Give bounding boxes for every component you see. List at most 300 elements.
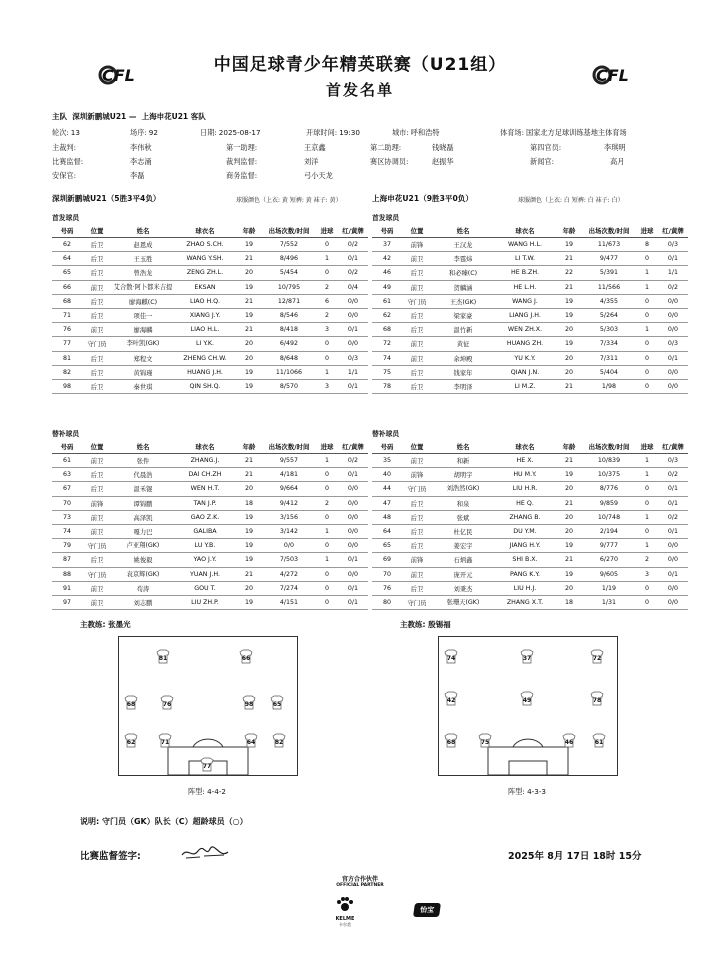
player-jersey — [201, 758, 213, 771]
col-name: 苟涛 — [112, 581, 174, 595]
col-apps: 9/859 — [582, 496, 636, 510]
col-apps: 9/557 — [262, 454, 316, 468]
col-apps: 10/795 — [262, 280, 316, 294]
col-apps: 8/776 — [582, 482, 636, 496]
col-cards: 0/1 — [338, 581, 368, 595]
player-row — [372, 595, 688, 609]
col-age: 20 — [556, 365, 582, 379]
col-position: 前锋 — [82, 496, 112, 510]
col-name: 庞开元 — [432, 567, 494, 581]
col-number: 68 — [372, 323, 402, 337]
col-name: 余坤殿 — [432, 351, 494, 365]
col-shirt-name: GAO Z.K. — [174, 510, 236, 524]
header-col-age: 年龄 — [556, 224, 582, 238]
col-goals: 3 — [636, 567, 658, 581]
col-cards: 0/0 — [658, 539, 688, 553]
player-jersey — [591, 650, 603, 663]
col-goals: 3 — [316, 379, 338, 393]
col-age: 19 — [236, 595, 262, 609]
svg-text:CFL: CFL — [102, 66, 135, 85]
col-apps: 0/0 — [262, 539, 316, 553]
jersey-number: 77 — [202, 763, 212, 770]
player-row — [52, 524, 368, 538]
col-shirt-name: ZENG ZH.L. — [174, 266, 236, 280]
partner-subtitle: OFFICIAL PARTNER — [336, 883, 384, 888]
col-age: 20 — [556, 351, 582, 365]
col-goals: 2 — [636, 553, 658, 567]
col-age: 19 — [556, 567, 582, 581]
player-jersey — [243, 696, 255, 709]
away-starters-label: 首发球员 — [372, 214, 400, 222]
col-cards: 0/0 — [338, 567, 368, 581]
away-coach: 主教练: 殷锡福 — [400, 620, 451, 629]
col-shirt-name: HE Q. — [494, 496, 556, 510]
col-number: 82 — [52, 365, 82, 379]
home-formation-label: 阵型: 4-4-2 — [188, 787, 226, 796]
header-col-number: 号码 — [372, 440, 402, 454]
col-cards: 0/0 — [658, 595, 688, 609]
col-position: 前卫 — [402, 337, 432, 351]
col-position: 前卫 — [402, 252, 432, 266]
col-shirt-name: YU K.Y. — [494, 351, 556, 365]
col-goals: 0 — [316, 238, 338, 252]
jersey-number: 37 — [522, 655, 532, 662]
player-row — [372, 337, 688, 351]
header-col-apps: 出场次数/时间 — [262, 440, 316, 454]
col-apps: 2/194 — [582, 524, 636, 538]
col-name: 钱家年 — [432, 365, 494, 379]
col-number: 88 — [52, 567, 82, 581]
col-name: 廖海麒(C) — [112, 294, 174, 308]
col-goals: 0 — [316, 567, 338, 581]
col-shirt-name: LI Y.K. — [174, 337, 236, 351]
col-number: 67 — [52, 482, 82, 496]
col-cards: 0/0 — [338, 496, 368, 510]
col-name: 杜亿民 — [432, 524, 494, 538]
col-age: 20 — [236, 337, 262, 351]
col-position: 后卫 — [402, 510, 432, 524]
player-row — [372, 308, 688, 322]
col-name: 代晨浩 — [112, 468, 174, 482]
col-cards: 0/2 — [658, 510, 688, 524]
col-cards: 0/3 — [658, 454, 688, 468]
col-shirt-name: HE X. — [494, 454, 556, 468]
col-number: 64 — [52, 252, 82, 266]
col-number: 80 — [372, 595, 402, 609]
col-shirt-name: HU M.Y. — [494, 468, 556, 482]
away-formation-pitch — [438, 636, 618, 776]
player-jersey — [161, 696, 173, 709]
col-shirt-name: QIN SH.Q. — [174, 379, 236, 393]
page-title: 中国足球青少年精英联赛（U21组） — [213, 55, 507, 75]
player-row — [52, 539, 368, 553]
player-row — [372, 539, 688, 553]
col-cards: 0/3 — [658, 337, 688, 351]
col-cards: 0/1 — [658, 482, 688, 496]
partner-title: 官方合作伙伴 — [341, 876, 378, 883]
col-number: 76 — [52, 323, 82, 337]
player-row — [372, 567, 688, 581]
col-shirt-name: HE L.H. — [494, 280, 556, 294]
col-goals: 1 — [636, 323, 658, 337]
col-age: 19 — [556, 337, 582, 351]
col-shirt-name: GOU T. — [174, 581, 236, 595]
col-goals: 0 — [636, 496, 658, 510]
header-col-number: 号码 — [52, 440, 82, 454]
col-goals: 2 — [316, 496, 338, 510]
col-shirt-name: DAI CH.ZH — [174, 468, 236, 482]
player-jersey — [445, 650, 457, 663]
col-age: 18 — [556, 595, 582, 609]
player-row — [52, 379, 368, 393]
col-age: 21 — [556, 454, 582, 468]
col-shirt-name: WANG Y.SH. — [174, 252, 236, 266]
col-position: 后卫 — [82, 294, 112, 308]
col-cards: 0/0 — [338, 524, 368, 538]
col-cards: 0/0 — [338, 510, 368, 524]
player-row — [372, 482, 688, 496]
col-number: 74 — [52, 524, 82, 538]
col-age: 19 — [236, 379, 262, 393]
col-goals: 1 — [636, 280, 658, 294]
col-shirt-name: LIU H.J. — [494, 581, 556, 595]
col-apps: 8/570 — [262, 379, 316, 393]
col-position: 后卫 — [402, 266, 432, 280]
col-cards: 0/0 — [658, 581, 688, 595]
player-row — [52, 482, 368, 496]
col-age: 20 — [556, 524, 582, 538]
player-jersey — [159, 734, 171, 747]
col-cards: 0/1 — [658, 351, 688, 365]
col-position: 前锋 — [402, 238, 432, 252]
player-row — [52, 280, 368, 294]
player-row — [372, 365, 688, 379]
player-row — [372, 351, 688, 365]
home-formation-pitch — [118, 636, 298, 776]
col-number: 42 — [372, 252, 402, 266]
col-name: 赵恩成 — [112, 238, 174, 252]
player-row — [372, 252, 688, 266]
col-name: 张斌 — [432, 510, 494, 524]
col-position: 前卫 — [402, 454, 432, 468]
col-goals: 0 — [636, 294, 658, 308]
col-cards: 1/1 — [338, 365, 368, 379]
col-shirt-name: WANG J. — [494, 294, 556, 308]
col-goals: 0 — [316, 539, 338, 553]
col-number: 91 — [52, 581, 82, 595]
player-jersey — [593, 734, 605, 747]
player-jersey — [245, 734, 257, 747]
col-apps: 9/412 — [262, 496, 316, 510]
col-cards: 0/2 — [338, 266, 368, 280]
col-position: 后卫 — [402, 496, 432, 510]
col-age: 20 — [556, 323, 582, 337]
col-position: 后卫 — [402, 308, 432, 322]
col-name: 和泉 — [432, 496, 494, 510]
col-age: 20 — [556, 482, 582, 496]
col-apps: 5/391 — [582, 266, 636, 280]
col-apps: 8/496 — [262, 252, 316, 266]
header-col-position: 位置 — [402, 440, 432, 454]
header-col-cards: 红/黄牌 — [338, 224, 368, 238]
header-col-name: 姓名 — [432, 440, 494, 454]
col-shirt-name: WANG H.L. — [494, 238, 556, 252]
col-cards: 0/3 — [338, 351, 368, 365]
col-position: 后卫 — [82, 553, 112, 567]
col-name: 曾浩龙 — [112, 266, 174, 280]
col-number: 37 — [372, 238, 402, 252]
col-goals: 0 — [636, 365, 658, 379]
col-position: 后卫 — [82, 252, 112, 266]
col-age: 21 — [556, 496, 582, 510]
player-row — [52, 567, 368, 581]
col-number: 78 — [372, 379, 402, 393]
col-number: 69 — [372, 553, 402, 567]
col-number: 74 — [372, 351, 402, 365]
col-shirt-name: LI T.W. — [494, 252, 556, 266]
col-number: 65 — [52, 266, 82, 280]
col-name: 胡明宇 — [432, 468, 494, 482]
col-goals: 8 — [636, 238, 658, 252]
player-row — [372, 266, 688, 280]
col-cards: 0/1 — [338, 323, 368, 337]
col-number: 46 — [372, 266, 402, 280]
col-goals: 0 — [636, 308, 658, 322]
col-goals: 0 — [316, 266, 338, 280]
col-goals: 3 — [316, 323, 338, 337]
col-age: 22 — [556, 266, 582, 280]
home-starters-label: 首发球员 — [52, 214, 80, 222]
away-kit-colors: 球服颜色（上衣: 白 短裤: 白 袜子: 白） — [518, 197, 624, 204]
home-team-header: 深圳新鹏城U21（5胜3平4负） — [52, 194, 161, 203]
header-col-goals: 进球 — [636, 440, 658, 454]
jersey-number: 68 — [126, 701, 136, 708]
col-age: 18 — [236, 496, 262, 510]
player-row — [372, 454, 688, 468]
col-number: 79 — [52, 539, 82, 553]
header-col-apps: 出场次数/时间 — [582, 440, 636, 454]
player-jersey — [445, 692, 457, 705]
col-apps: 1/31 — [582, 595, 636, 609]
player-row — [52, 496, 368, 510]
col-number: 48 — [372, 510, 402, 524]
col-position: 前卫 — [402, 567, 432, 581]
col-name: 刘志鹏 — [112, 595, 174, 609]
col-name: 高泽凯 — [112, 510, 174, 524]
header-col-name: 姓名 — [112, 440, 174, 454]
header-col-position: 位置 — [82, 224, 112, 238]
col-number: 72 — [372, 337, 402, 351]
col-goals: 1 — [636, 468, 658, 482]
player-row — [52, 553, 368, 567]
player-row — [372, 496, 688, 510]
col-name: 和必臻(C) — [432, 266, 494, 280]
col-age: 20 — [236, 482, 262, 496]
player-row — [372, 379, 688, 393]
col-cards: 0/2 — [658, 468, 688, 482]
header-col-shirt-name: 球衣名 — [174, 440, 236, 454]
col-shirt-name: GALIBA — [174, 524, 236, 538]
col-cards: 0/2 — [338, 238, 368, 252]
col-position: 前卫 — [402, 280, 432, 294]
col-position: 前卫 — [82, 323, 112, 337]
col-shirt-name: JIANG H.Y. — [494, 539, 556, 553]
player-jersey — [157, 650, 169, 663]
col-apps: 4/151 — [262, 595, 316, 609]
col-age: 21 — [236, 454, 262, 468]
cestbon-logo: 怡宝 — [413, 903, 441, 917]
home-subs-label: 替补球员 — [52, 430, 80, 438]
header-col-age: 年龄 — [556, 440, 582, 454]
col-name: 张珊天(GK) — [432, 595, 494, 609]
col-cards: 0/4 — [338, 280, 368, 294]
col-shirt-name: ZHANG B. — [494, 510, 556, 524]
col-goals: 1 — [316, 365, 338, 379]
col-position: 前卫 — [402, 351, 432, 365]
col-position: 前卫 — [82, 510, 112, 524]
col-shirt-name: ZHANG.J. — [174, 454, 236, 468]
col-apps: 5/454 — [262, 266, 316, 280]
player-row — [52, 510, 368, 524]
match-line: 主队 深圳新鹏城U21 — 上海申花U21 客队 — [52, 112, 206, 121]
col-name: 秦世琪 — [112, 379, 174, 393]
col-number: 81 — [52, 351, 82, 365]
col-position: 前卫 — [82, 454, 112, 468]
col-position: 前卫 — [82, 524, 112, 538]
col-age: 21 — [236, 252, 262, 266]
player-row — [52, 468, 368, 482]
header-col-goals: 进球 — [316, 224, 338, 238]
col-age: 19 — [556, 539, 582, 553]
col-apps: 7/334 — [582, 337, 636, 351]
col-name: 梁家豪 — [432, 308, 494, 322]
col-number: 62 — [52, 238, 82, 252]
col-number: 61 — [52, 454, 82, 468]
col-apps: 10/748 — [582, 510, 636, 524]
player-row — [372, 280, 688, 294]
col-goals: 0 — [636, 482, 658, 496]
col-name: 廖海麟 — [112, 323, 174, 337]
player-jersey — [445, 734, 457, 747]
col-number: 44 — [372, 482, 402, 496]
col-age: 21 — [556, 553, 582, 567]
col-name: 温禾锟 — [112, 482, 174, 496]
col-age: 19 — [556, 294, 582, 308]
col-shirt-name: EKSAN — [174, 280, 236, 294]
handwritten-signature — [180, 843, 230, 863]
col-name: 嘎力巴 — [112, 524, 174, 538]
jersey-number: 61 — [594, 739, 604, 746]
away-team-header: 上海申花U21（9胜3平0负） — [372, 194, 473, 203]
col-apps: 5/303 — [582, 323, 636, 337]
col-goals: 0 — [636, 337, 658, 351]
player-row — [52, 581, 368, 595]
jersey-number: 81 — [158, 655, 168, 662]
col-shirt-name: QIAN J.N. — [494, 365, 556, 379]
col-goals: 1 — [636, 454, 658, 468]
col-cards: 0/1 — [338, 553, 368, 567]
col-cards: 0/1 — [338, 468, 368, 482]
col-name: 黄征 — [432, 337, 494, 351]
jersey-number: 49 — [522, 697, 532, 704]
away-formation-label: 阵型: 4-3-3 — [508, 787, 546, 796]
col-position: 后卫 — [402, 379, 432, 393]
player-row — [372, 468, 688, 482]
header-col-goals: 进球 — [636, 224, 658, 238]
col-number: 68 — [52, 294, 82, 308]
col-goals: 0 — [316, 337, 338, 351]
col-cards: 0/2 — [338, 454, 368, 468]
col-position: 后卫 — [82, 238, 112, 252]
col-shirt-name: HE B.ZH. — [494, 266, 556, 280]
col-age: 21 — [236, 294, 262, 308]
col-apps: 3/142 — [262, 524, 316, 538]
col-number: 70 — [52, 496, 82, 510]
jersey-number: 46 — [564, 739, 574, 746]
player-jersey — [521, 650, 533, 663]
col-number: 73 — [52, 510, 82, 524]
jersey-number: 42 — [446, 697, 456, 704]
col-name: 张件 — [112, 454, 174, 468]
col-apps: 11/566 — [582, 280, 636, 294]
player-jersey — [563, 734, 575, 747]
col-position: 后卫 — [402, 581, 432, 595]
col-apps: 5/404 — [582, 365, 636, 379]
jersey-number: 68 — [446, 739, 456, 746]
col-goals: 0 — [316, 468, 338, 482]
col-age: 20 — [556, 581, 582, 595]
col-shirt-name: XIANG J.Y. — [174, 308, 236, 322]
col-age: 19 — [236, 524, 262, 538]
col-cards: 0/1 — [338, 252, 368, 266]
col-shirt-name: WEN ZH.X. — [494, 323, 556, 337]
col-apps: 11/673 — [582, 238, 636, 252]
player-row — [372, 238, 688, 252]
header-col-number: 号码 — [52, 224, 82, 238]
player-jersey — [273, 734, 285, 747]
col-shirt-name: HUANG J.H. — [174, 365, 236, 379]
col-name: 卢亚翔(GK) — [112, 539, 174, 553]
col-cards: 0/0 — [338, 539, 368, 553]
col-number: 47 — [372, 496, 402, 510]
col-number: 76 — [372, 581, 402, 595]
header-col-name: 姓名 — [112, 224, 174, 238]
col-apps: 7/311 — [582, 351, 636, 365]
col-name: 袁京辉(GK) — [112, 567, 174, 581]
col-goals: 0 — [316, 482, 338, 496]
header-col-shirt-name: 球衣名 — [494, 224, 556, 238]
col-age: 19 — [236, 510, 262, 524]
col-cards: 0/0 — [658, 365, 688, 379]
col-name: 谭锦鹏 — [112, 496, 174, 510]
col-age: 19 — [236, 365, 262, 379]
jersey-number: 74 — [446, 655, 456, 662]
col-name: 王杰(GK) — [432, 294, 494, 308]
col-shirt-name: ZHANG X.T. — [494, 595, 556, 609]
col-goals: 1 — [636, 510, 658, 524]
col-age: 21 — [556, 280, 582, 294]
col-goals: 0 — [316, 581, 338, 595]
col-number: 64 — [372, 524, 402, 538]
away-subs-table — [372, 440, 688, 610]
header-col-name: 姓名 — [432, 224, 494, 238]
col-goals: 1 — [316, 553, 338, 567]
col-name: 李叶凯(GK) — [112, 337, 174, 351]
player-row — [52, 454, 368, 468]
col-apps: 7/274 — [262, 581, 316, 595]
home-coach: 主教练: 张墨光 — [80, 620, 131, 629]
col-goals: 0 — [636, 252, 658, 266]
